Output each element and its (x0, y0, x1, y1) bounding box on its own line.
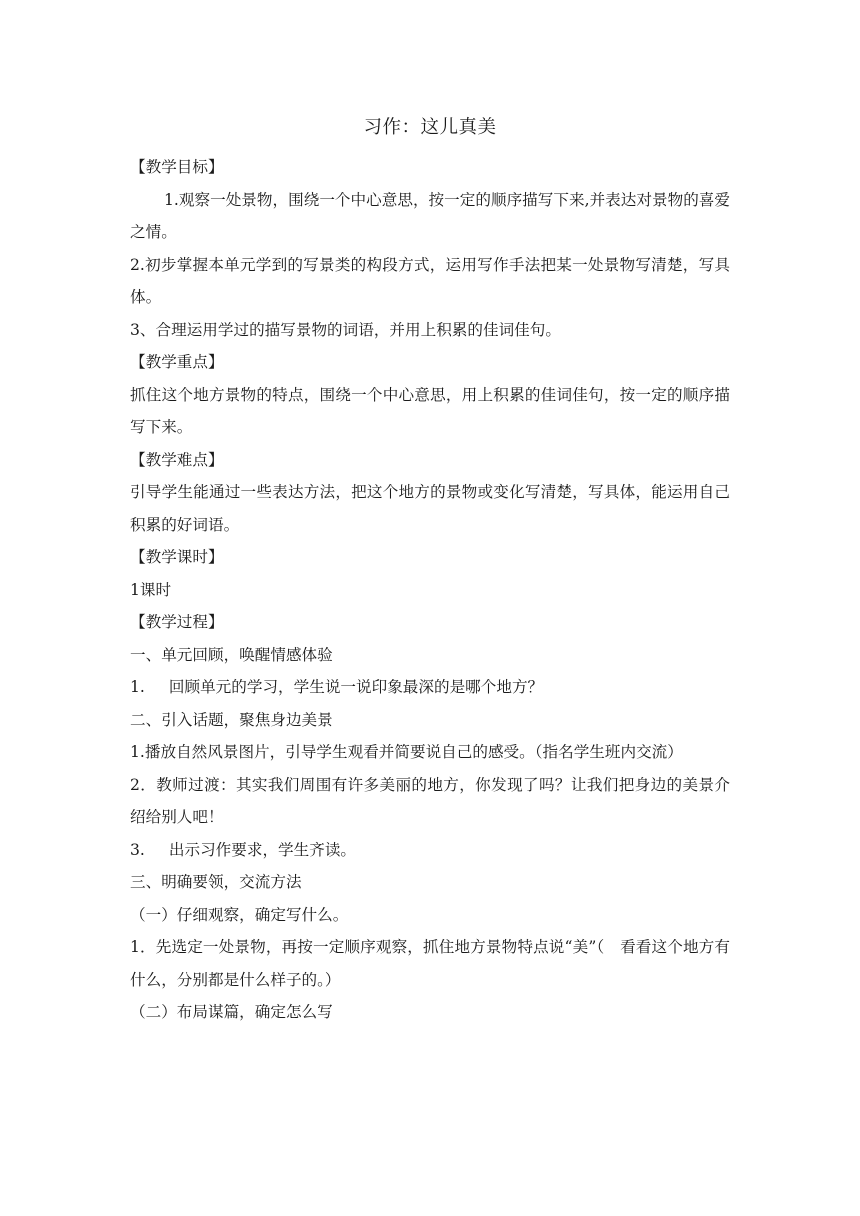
step3-heading: 三、明确要领，交流方法 (130, 873, 302, 891)
step2-item-3-number: 3. (130, 840, 145, 859)
process-heading: 【教学过程】 (130, 613, 224, 631)
focus-heading: 【教学重点】 (130, 353, 224, 371)
document-title: 习作：这儿真美 (363, 117, 497, 138)
step2-item-3-text: 出示习作要求，学生齐读。 (168, 840, 357, 859)
step2-item-2: 2．教师过渡：其实我们周围有许多美丽的地方，你发现了吗？让我们把身边的美景介绍给别人吧！ (130, 775, 730, 826)
step1-item-1-text: 回顾单元的学习，学生说一说印象最深的是哪个地方？ (168, 678, 544, 696)
step3-subheading-2: （二）布局谋篇，确定怎么写 (130, 1003, 333, 1021)
focus-text: 抓住这个地方景物的特点，围绕一个中心意思，用上积累的佳词佳句，按一定的顺序描写下来。 (130, 385, 730, 436)
hours-heading: 【教学课时】 (130, 548, 224, 566)
step1-heading: 一、单元回顾，唤醒情感体验 (130, 645, 333, 664)
step1-item-1-number: 1. (130, 678, 145, 696)
step2-item-3 (130, 834, 730, 867)
difficulty-text: 引导学生能通过一些表达方法，把这个地方的景物或变化写清楚，写具体，能运用自己积累的好词语。 (130, 483, 730, 534)
step3-sub1-item-1: 1．先选定一处景物，再按一定顺序观察，抓住地方景物特点说“美”（ 看看这个地方有什么，分别都是什么样子的。） (130, 938, 730, 989)
step2-heading: 二、引入话题，聚焦身边美景 (130, 710, 333, 729)
goal-item-2: 2.初步掌握本单元学到的写景类的构段方式，运用写作手法把某一处景物写清楚，写具体。 (130, 255, 730, 306)
step1-item-1 (130, 671, 730, 704)
goal-item-1: 1.观察一处景物，围绕一个中心意思，按一定的顺序描写下来,并表达对景物的喜爱之情。 (130, 190, 730, 241)
document-body (130, 151, 730, 1029)
difficulty-heading: 【教学难点】 (130, 450, 224, 469)
hours-text: 1课时 (130, 580, 172, 599)
goal-heading: 【教学目标】 (130, 158, 224, 176)
step3-subheading-1: （一）仔细观察，确定写什么。 (130, 905, 349, 924)
goal-item-3: 3、合理运用学过的描写景物的词语，并用上积累的佳词佳句。 (130, 320, 561, 339)
step2-item-1: 1.播放自然风景图片，引导学生观看并简要说自己的感受。（指名学生班内交流） (130, 743, 683, 761)
